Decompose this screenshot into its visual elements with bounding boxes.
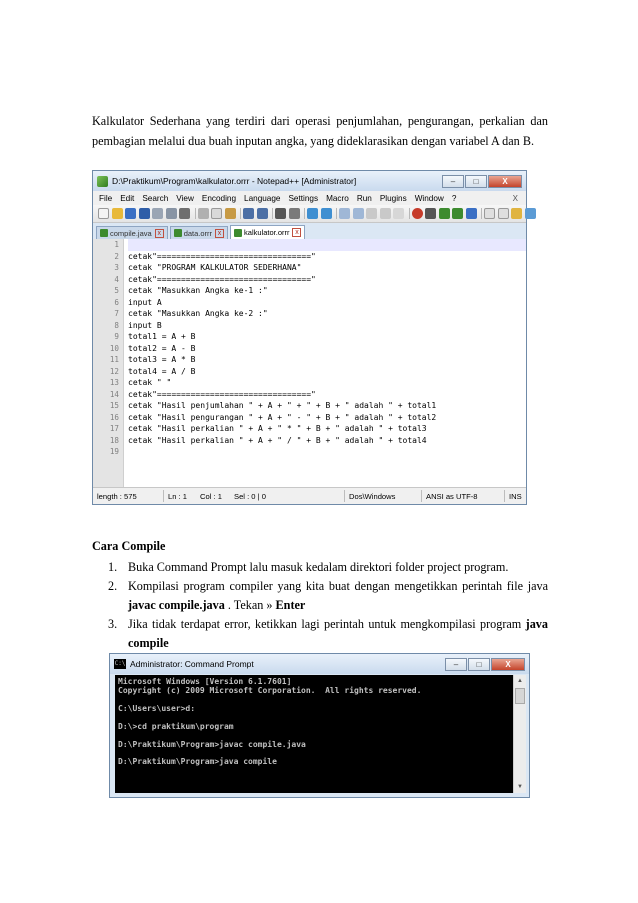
step-text-plain: Kompilasi program compiler yang kita buat dengan mengetikkan perintah file java — [128, 579, 548, 593]
line-number: 8 — [114, 320, 119, 330]
code-line[interactable]: cetak"================================" — [128, 274, 316, 284]
console-line: Microsoft Windows [Version 6.1.7601] — [118, 677, 292, 686]
notepad-titlebar — [93, 171, 526, 191]
code-line[interactable]: cetak "Hasil perkalian " + A + " / " + B + " adalah " + total4 — [128, 435, 427, 445]
close-document-icon[interactable]: X — [512, 193, 518, 203]
code-editor[interactable] — [93, 239, 526, 488]
redo-icon[interactable] — [257, 208, 268, 219]
code-line[interactable] — [128, 446, 526, 458]
code-line[interactable]: total4 = A / B — [128, 366, 196, 376]
step-text-plain: Jika tidak terdapat error, ketikkan lagi perintah untuk mengkompilasi program — [128, 617, 526, 631]
cmd-titlebar — [110, 654, 529, 674]
save-all-icon[interactable] — [139, 208, 150, 219]
play-macro-icon[interactable] — [439, 208, 450, 219]
doc-map-icon[interactable] — [484, 208, 495, 219]
line-number: 11 — [109, 355, 119, 364]
console-line: Copyright (c) 2009 Microsoft Corporation. All rights reserved. — [118, 686, 422, 696]
zoom-in-icon[interactable] — [307, 208, 318, 219]
tab-data-orrr[interactable] — [170, 226, 228, 239]
undo-icon[interactable] — [243, 208, 254, 219]
status-encoding: ANSI as UTF-8 — [426, 491, 478, 501]
step-text — [128, 577, 548, 615]
step-text — [128, 615, 548, 653]
cmd-title: Administrator: Command Prompt — [130, 659, 254, 669]
notepad-app-icon — [97, 176, 108, 187]
line-number: 3 — [114, 263, 119, 272]
menu-help[interactable]: ? — [451, 193, 457, 203]
tab-label: compile.java — [110, 228, 152, 238]
code-line[interactable]: total2 = A - B — [128, 343, 196, 353]
menu-bar — [93, 191, 526, 205]
menu-search[interactable]: Search — [142, 193, 169, 203]
function-list-icon[interactable] — [498, 208, 509, 219]
show-all-chars-icon[interactable] — [380, 208, 391, 219]
maximize-button[interactable]: □ — [465, 175, 487, 188]
line-number: 7 — [114, 309, 119, 318]
code-line[interactable]: input B — [128, 320, 162, 330]
tab-bar — [93, 223, 526, 240]
minimize-button[interactable]: – — [442, 175, 464, 188]
replace-icon[interactable] — [289, 208, 300, 219]
menu-file[interactable]: File — [99, 193, 113, 203]
step-number: 1. — [108, 560, 118, 574]
status-line: Ln : 1 — [168, 491, 187, 501]
list-item — [108, 615, 548, 653]
line-number: 15 — [109, 401, 119, 410]
code-line[interactable]: cetak "Hasil penjumlahan " + A + " + " + B + " adalah " + total1 — [128, 401, 437, 410]
line-number: 16 — [109, 412, 119, 422]
code-line[interactable]: cetak "Hasil perkalian " + A + " * " + B + " adalah " + total3 — [128, 424, 427, 433]
cut-icon[interactable] — [198, 208, 209, 219]
line-number: 6 — [114, 297, 119, 307]
command-prompt-window — [109, 653, 530, 798]
status-eol: Dos\Windows — [349, 491, 396, 501]
notepad-title: D:\Praktikum\Program\kalkulator.orrr - Notepad++ [Administrator] — [112, 176, 357, 186]
step-number: 2. — [108, 579, 118, 593]
toolbar — [93, 205, 526, 223]
saved-file-icon — [100, 229, 108, 237]
copy-icon[interactable] — [211, 208, 222, 219]
monitoring-icon[interactable] — [525, 208, 536, 219]
close-button[interactable]: X — [491, 658, 525, 671]
intro-paragraph: Kalkulator Sederhana yang terdiri dari operasi penjumlahan, pengurangan, perkalian dan pembagian melalui dua buah inputan angka, yang dideklarasikan dengan variabel A dan B. — [92, 114, 548, 149]
steps-list — [108, 558, 548, 653]
line-number-gutter — [93, 239, 124, 488]
console-line — [118, 695, 511, 704]
zoom-out-icon[interactable] — [321, 208, 332, 219]
status-column: Col : 1 — [200, 491, 222, 501]
menu-macro[interactable]: Macro — [326, 193, 349, 203]
console-line: D:\Praktikum\Program>javac compile.java — [118, 739, 306, 749]
open-file-icon[interactable] — [112, 208, 123, 219]
menu-plugins[interactable]: Plugins — [379, 193, 407, 203]
list-item — [108, 577, 548, 615]
console-line: D:\>cd praktikum\program — [118, 721, 234, 731]
vertical-scrollbar[interactable] — [513, 675, 526, 793]
line-number: 4 — [114, 274, 119, 284]
maximize-button[interactable]: □ — [468, 658, 490, 671]
line-number: 1 — [114, 240, 119, 249]
console-line — [118, 731, 511, 740]
saved-file-icon — [174, 229, 182, 237]
console-output[interactable] — [115, 675, 514, 793]
tab-label: data.orrr — [183, 228, 213, 238]
status-bar — [93, 487, 526, 504]
print-icon[interactable] — [179, 208, 190, 219]
tab-label: kalkulator.orrr — [244, 228, 290, 237]
sync-horizontal-icon[interactable] — [353, 208, 364, 219]
status-length: length : 575 — [97, 491, 137, 501]
menu-window[interactable]: Window — [414, 193, 444, 203]
line-number: 9 — [114, 332, 119, 341]
line-number: 13 — [109, 378, 119, 387]
menu-edit[interactable]: Edit — [120, 193, 135, 203]
status-selection: Sel : 0 | 0 — [234, 491, 266, 501]
indent-guide-icon[interactable] — [393, 208, 404, 219]
save-icon[interactable] — [125, 208, 136, 219]
line-number: 10 — [109, 343, 119, 353]
command-java: java compile — [128, 617, 548, 650]
menu-settings[interactable]: Settings — [288, 193, 319, 203]
word-wrap-icon[interactable] — [366, 208, 377, 219]
code-line[interactable]: cetak"================================" — [128, 251, 316, 261]
minimize-button[interactable]: – — [445, 658, 467, 671]
status-insert-mode: INS — [509, 491, 522, 501]
line-number: 14 — [109, 389, 119, 399]
code-line[interactable]: cetak "Masukkan Angka ke-2 :" — [128, 309, 268, 318]
enter-key: Enter — [275, 598, 306, 612]
code-line[interactable]: cetak"================================" — [128, 389, 316, 399]
line-number: 19 — [109, 447, 119, 456]
menu-run[interactable]: Run — [356, 193, 372, 203]
code-line[interactable] — [128, 239, 526, 251]
code-line[interactable]: input A — [128, 297, 162, 307]
line-number: 12 — [109, 366, 119, 376]
code-line[interactable]: cetak " " — [128, 378, 172, 387]
paste-icon[interactable] — [225, 208, 236, 219]
code-line[interactable]: total3 = A * B — [128, 355, 196, 364]
tab-kalkulator-orrr[interactable] — [230, 225, 305, 239]
menu-view[interactable]: View — [176, 193, 194, 203]
code-line[interactable]: cetak "Masukkan Angka ke-1 :" — [128, 286, 268, 295]
step-text-plain: . Tekan » — [224, 598, 276, 612]
step-text: Buka Command Prompt lalu masuk kedalam direktori folder project program. — [128, 560, 509, 574]
tab-close-icon[interactable]: x — [292, 228, 301, 237]
folder-workspace-icon[interactable] — [511, 208, 522, 219]
code-area[interactable] — [124, 239, 526, 488]
scroll-down-icon[interactable]: ▼ — [517, 784, 523, 790]
tab-close-icon[interactable]: x — [155, 229, 164, 238]
code-line[interactable]: total1 = A + B — [128, 332, 196, 341]
new-file-icon[interactable] — [98, 208, 109, 219]
code-line[interactable]: cetak "Hasil pengurangan " + A + " - " + B + " adalah " + total2 — [128, 412, 437, 422]
section-title: Cara Compile — [92, 539, 166, 553]
code-line[interactable]: cetak "PROGRAM KALKULATOR SEDERHANA" — [128, 263, 302, 272]
sync-vertical-icon[interactable] — [339, 208, 350, 219]
close-file-icon[interactable] — [152, 208, 163, 219]
line-number: 5 — [114, 286, 119, 295]
menu-language[interactable]: Language — [244, 193, 281, 203]
line-number: 2 — [114, 251, 119, 261]
record-macro-icon[interactable] — [412, 208, 423, 219]
cmd-app-icon: C:\ — [114, 660, 126, 667]
save-macro-icon[interactable] — [466, 208, 477, 219]
close-button[interactable]: X — [488, 175, 522, 188]
scroll-thumb[interactable] — [515, 688, 525, 704]
saved-file-icon — [234, 229, 242, 237]
notepad-window — [92, 170, 527, 505]
close-all-icon[interactable] — [166, 208, 177, 219]
list-item — [108, 558, 548, 577]
command-javac: javac compile.java — [128, 598, 225, 612]
console-line: D:\Praktikum\Program>java compile — [118, 757, 277, 767]
console-line: C:\Users\user>d: — [118, 703, 196, 713]
line-number: 18 — [109, 435, 119, 445]
stop-macro-icon[interactable] — [425, 208, 436, 219]
tab-compile-java[interactable] — [96, 226, 168, 239]
menu-encoding[interactable]: Encoding — [201, 193, 237, 203]
step-number: 3. — [108, 617, 118, 631]
tab-close-icon[interactable]: x — [215, 229, 224, 238]
line-number: 17 — [109, 424, 119, 433]
scroll-up-icon[interactable]: ▲ — [517, 678, 523, 684]
find-icon[interactable] — [275, 208, 286, 219]
run-macro-multiple-icon[interactable] — [452, 208, 463, 219]
console-line — [118, 713, 511, 722]
